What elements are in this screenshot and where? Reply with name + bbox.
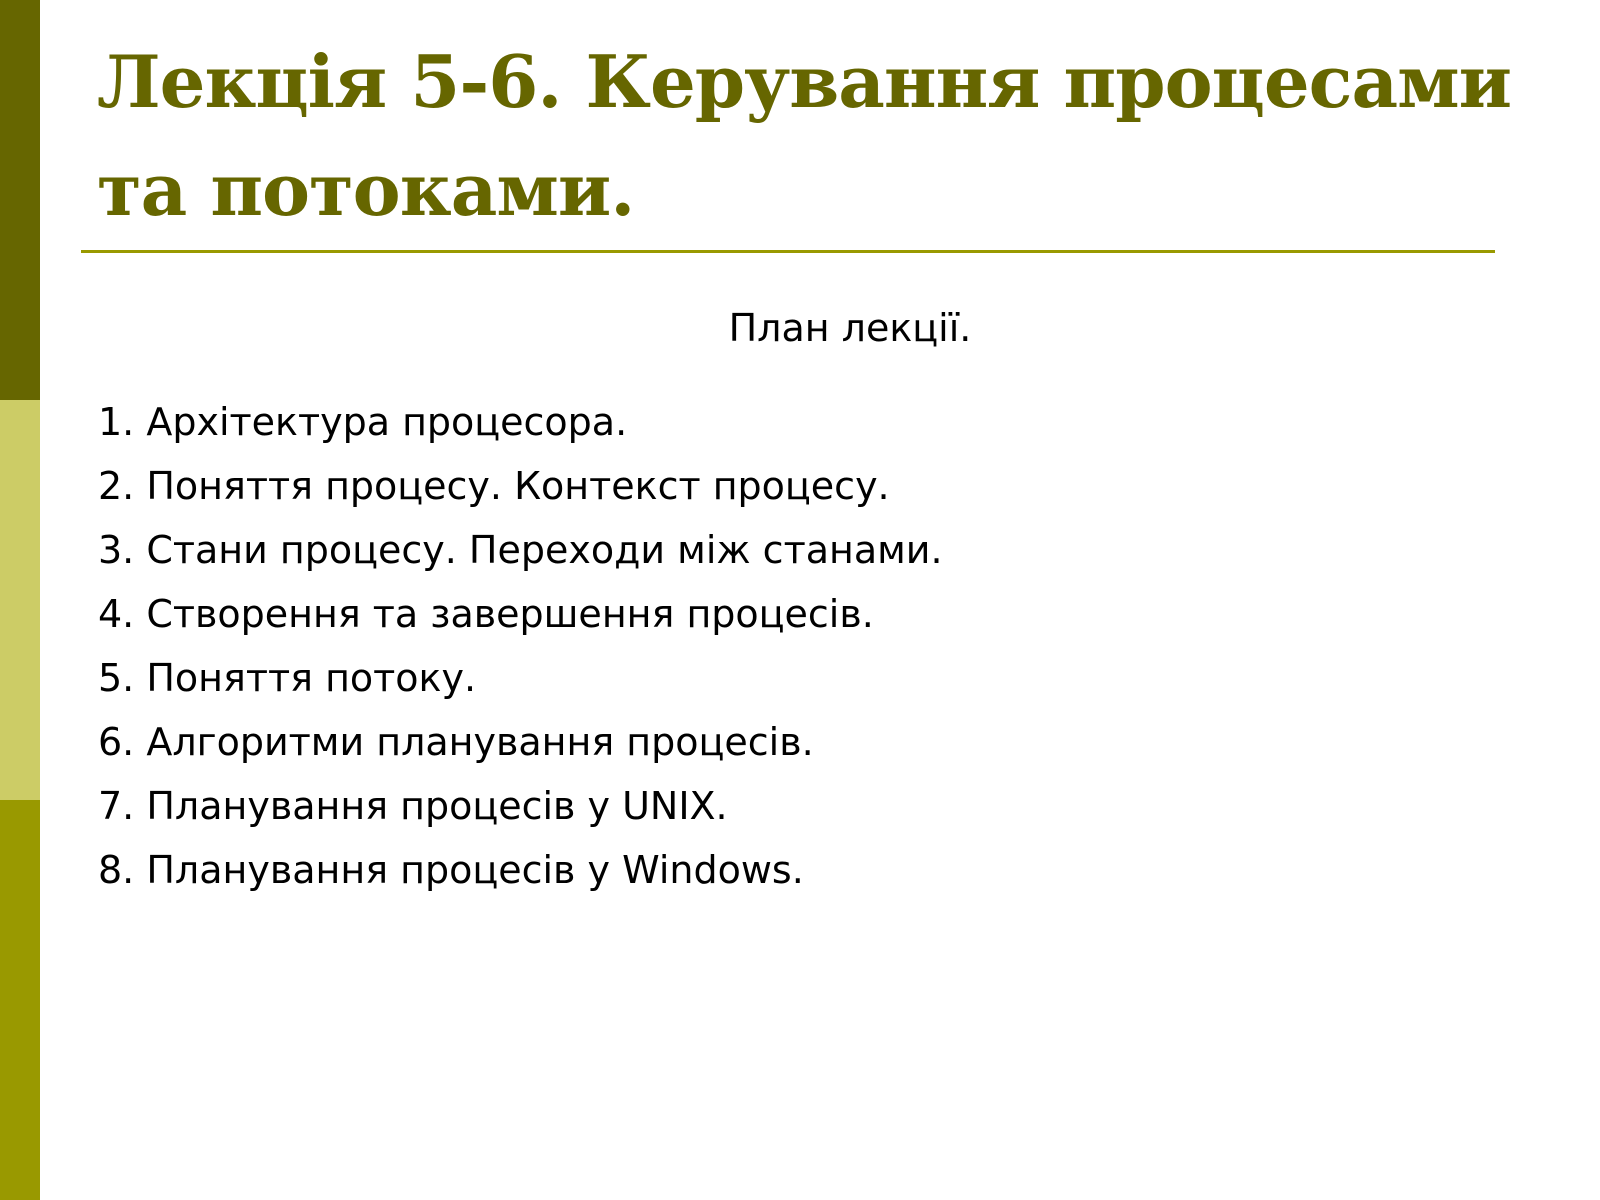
plan-item: 1. Архітектура процесора. bbox=[98, 400, 628, 444]
plan-item: 2. Поняття процесу. Контекст процесу. bbox=[98, 464, 890, 508]
plan-item: 7. Планування процесів у UNIX. bbox=[98, 784, 728, 828]
plan-item: 5. Поняття потоку. bbox=[98, 656, 477, 700]
plan-item: 6. Алгоритми планування процесів. bbox=[98, 720, 814, 764]
slide-title: Лекція 5-6. Керування процесами та потоками. bbox=[97, 39, 1512, 232]
plan-item: 4. Створення та завершення процесів. bbox=[98, 592, 874, 636]
title-divider bbox=[81, 250, 1495, 253]
plan-item: 3. Стани процесу. Переходи між станами. bbox=[98, 528, 943, 572]
plan-heading: План лекції. bbox=[728, 306, 972, 350]
accent-bar-bottom bbox=[0, 800, 40, 1200]
plan-item: 8. Планування процесів у Windows. bbox=[98, 848, 804, 892]
accent-bar-middle bbox=[0, 400, 40, 800]
lecture-plan-list bbox=[98, 390, 943, 902]
